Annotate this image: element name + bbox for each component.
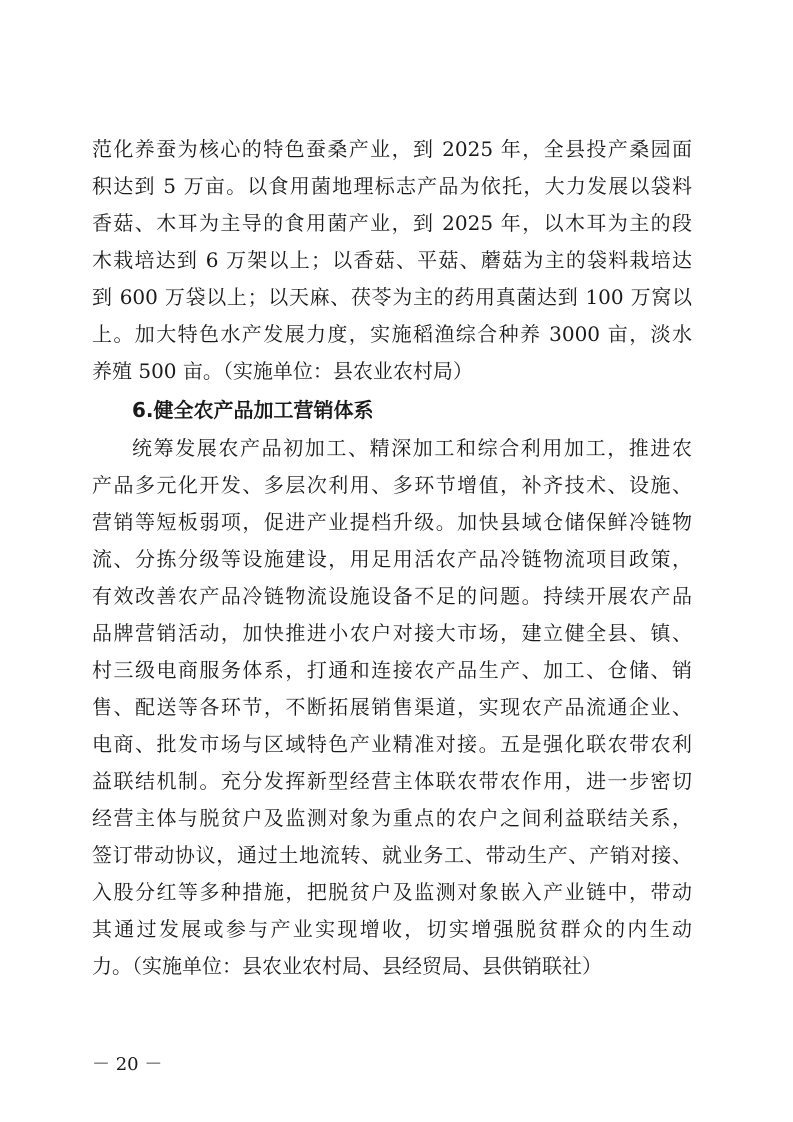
paragraph-line: 到 600 万袋以上；以天麻、茯苓为主的药用真菌达到 100 万窝以: [92, 285, 692, 309]
paragraph-line: 品牌营销活动，加快推进小农户对接大市场，建立健全县、镇、: [92, 621, 692, 645]
paragraph-line: 营销等短板弱项，促进产业提档升级。加快县域仓储保鲜冷链物: [92, 510, 692, 534]
paragraph-line: 力。（实施单位：县农业农村局、县经贸局、县供销联社）: [92, 954, 602, 978]
paragraph-line: 经营主体与脱贫户及监测对象为重点的农户之间利益联结关系，: [92, 806, 692, 830]
paragraph-line: 统筹发展农产品初加工、精深加工和综合利用加工，推进农: [132, 436, 692, 460]
paragraph-line: 范化养蚕为核心的特色蚕桑产业，到 2025 年，全县投产桑园面: [92, 137, 692, 161]
paragraph-line: 其通过发展或参与产业实现增收，切实增强脱贫群众的内生动: [92, 917, 692, 941]
paragraph-line: 签订带动协议，通过土地流转、就业务工、带动生产、产销对接、: [92, 843, 692, 867]
section-heading: 6.健全农产品加工营销体系: [132, 398, 374, 422]
paragraph-line: 木栽培达到 6 万架以上；以香菇、平菇、蘑菇为主的袋料栽培达: [92, 248, 692, 272]
paragraph-line: 上。加大特色水产发展力度，实施稻渔综合种养 3000 亩，淡水: [92, 322, 692, 346]
paragraph-line: 售、配送等各环节，不断拓展销售渠道，实现农产品流通企业、: [92, 695, 692, 719]
paragraph-line: 产品多元化开发、多层次利用、多环节增值，补齐技术、设施、: [92, 473, 692, 497]
paragraph-line: 电商、批发市场与区域特色产业精准对接。五是强化联农带农利: [92, 732, 692, 756]
paragraph-line: 村三级电商服务体系，打通和连接农产品生产、加工、仓储、销: [92, 658, 692, 682]
paragraph-line: 入股分红等多种措施，把脱贫户及监测对象嵌入产业链中，带动: [92, 880, 692, 904]
paragraph-line: 养殖 500 亩。（实施单位：县农业农村局）: [92, 359, 473, 383]
paragraph-line: 香菇、木耳为主导的食用菌产业，到 2025 年，以木耳为主的段: [92, 211, 692, 235]
paragraph-line: 有效改善农产品冷链物流设施设备不足的问题。持续开展农产品: [92, 584, 692, 608]
paragraph-line: 益联结机制。充分发挥新型经营主体联农带农作用，进一步密切: [92, 769, 692, 793]
paragraph-line: 流、分拣分级等设施建设，用足用活农产品冷链物流项目政策，: [92, 547, 692, 571]
paragraph-line: 积达到 5 万亩。以食用菌地理标志产品为依托，大力发展以袋料: [92, 174, 692, 198]
page-number: － 20 －: [92, 1054, 163, 1075]
